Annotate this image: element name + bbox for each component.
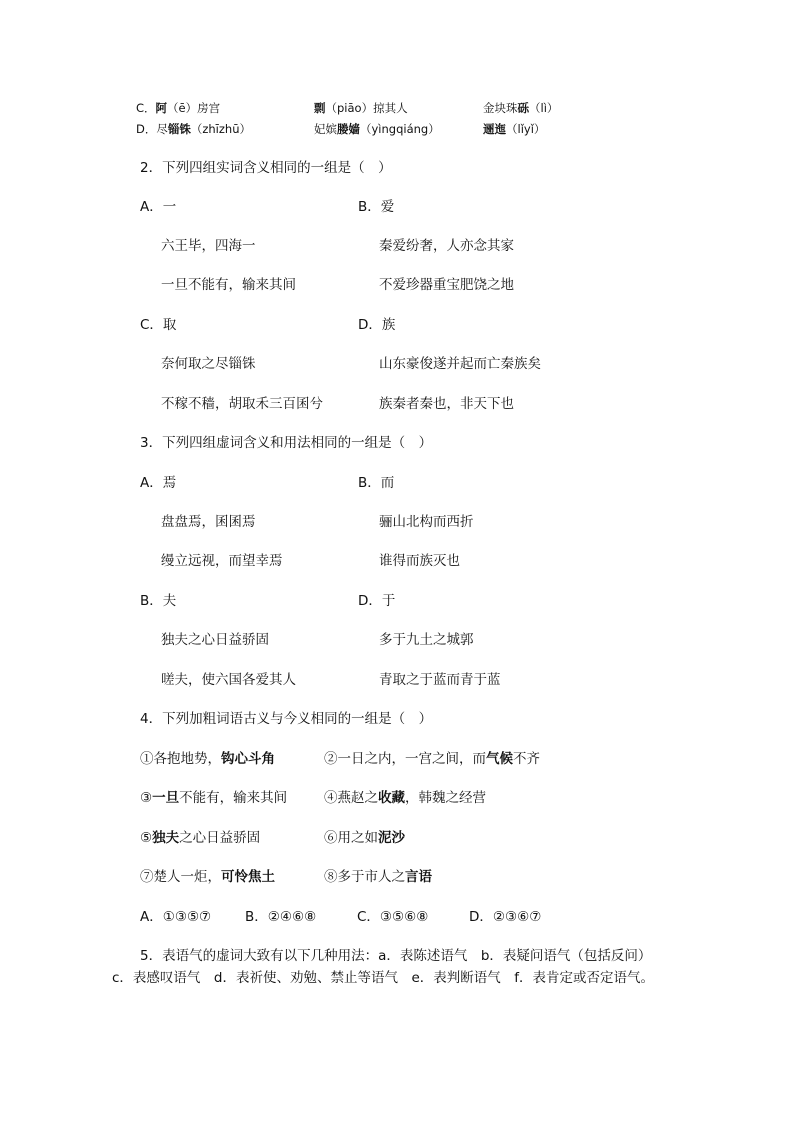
bold-word: 独夫 xyxy=(152,830,180,846)
q4-item-3 xyxy=(140,789,287,807)
item-text: ，韩魏之经营 xyxy=(405,790,486,806)
q4-option-b: B．②④⑥⑧ xyxy=(245,909,317,925)
option-letter: D． xyxy=(136,122,157,136)
q3-d-sentence-2: 青取之于蓝而青于蓝 xyxy=(379,672,501,688)
q3-option-c-label: B．夫 xyxy=(140,593,177,609)
q2-option-c-label: C．取 xyxy=(140,317,177,333)
q3-a-sentence-1: 盘盘焉，囷囷焉 xyxy=(161,514,256,530)
bold-word: 钩心斗角 xyxy=(221,751,275,767)
q2-d-sentence-1: 山东豪俊遂并起而亡秦族矣 xyxy=(379,356,541,372)
q3-c-sentence-2: 嗟夫，使六国各爱其人 xyxy=(161,672,296,688)
q3-a-sentence-2: 缦立远视，而望幸焉 xyxy=(161,553,283,569)
word-text: 金块珠 xyxy=(483,101,518,115)
q2-c-sentence-1: 奈何取之尽锱铢 xyxy=(161,356,256,372)
item-text: ④燕赵之 xyxy=(324,790,378,806)
q2-option-a-label: A．一 xyxy=(140,199,177,215)
q3-option-d-label: D．于 xyxy=(358,593,396,609)
q3-d-sentence-1: 多于九土之城郭 xyxy=(379,632,474,648)
q4-item-8 xyxy=(324,868,432,886)
word-text: 妃嫔 xyxy=(314,122,337,136)
word-text: 尽 xyxy=(156,122,168,136)
item-text: ②一日之内，一宫之间，而 xyxy=(324,751,486,767)
pinyin-note: （lì） xyxy=(529,101,559,115)
option-row-c-b xyxy=(314,99,408,117)
item-text: ③ xyxy=(140,790,153,806)
q2-d-sentence-2: 族秦者秦也，非天下也 xyxy=(379,396,514,412)
question-4-stem: 4．下列加粗词语古义与今义相同的一组是（ ） xyxy=(140,711,433,727)
q2-option-d-label: D．族 xyxy=(358,317,396,333)
q3-b-sentence-1: 骊山北构而西折 xyxy=(379,514,474,530)
item-text: ⑥用之如 xyxy=(324,830,378,846)
option-row-c-c xyxy=(483,99,558,117)
item-text: ①各抱地势， xyxy=(140,751,221,767)
q2-a-sentence-1: 六王毕，四海一 xyxy=(161,238,256,254)
q4-option-a: A．①③⑤⑦ xyxy=(140,909,212,925)
bold-word: 一旦 xyxy=(152,790,180,806)
item-text: ⑧多于市人之 xyxy=(324,869,405,885)
bold-word: 气候 xyxy=(486,751,513,767)
option-row-d xyxy=(136,120,251,138)
q3-option-b-label: B．而 xyxy=(358,475,395,491)
item-text: 之心日益骄固 xyxy=(179,830,261,846)
option-letter: C． xyxy=(136,101,156,115)
option-row-c xyxy=(136,99,220,117)
bold-word: 泥沙 xyxy=(378,830,405,846)
q4-item-4 xyxy=(324,789,486,807)
pinyin-note: （yìngqiáng） xyxy=(360,122,440,136)
q4-item-2 xyxy=(324,750,540,768)
bold-word: 可怜焦土 xyxy=(221,869,275,885)
question-2-stem: 2．下列四组实词含义相同的一组是（ ） xyxy=(140,160,392,176)
q4-item-6 xyxy=(324,829,405,847)
q2-b-sentence-2: 不爱珍器重宝肥饶之地 xyxy=(379,277,514,293)
bold-word: 锱铢 xyxy=(167,122,191,136)
question-5-line-2: c．表感叹语气 d．表祈使、劝勉、禁止等语气 e．表判断语气 f．表肯定或否定语气。 xyxy=(112,970,655,986)
q3-option-a-label: A．焉 xyxy=(140,475,177,491)
q2-c-sentence-2: 不稼不穑，胡取禾三百囷兮 xyxy=(161,396,323,412)
q4-item-7 xyxy=(140,868,275,886)
q4-item-1 xyxy=(140,750,275,768)
option-row-d-c xyxy=(483,120,545,138)
q4-item-5 xyxy=(140,829,260,847)
bold-word: 收藏 xyxy=(378,790,405,806)
question-3-stem: 3．下列四组虚词含义和用法相同的一组是（ ） xyxy=(140,435,433,451)
q2-a-sentence-2: 一旦不能有，输来其间 xyxy=(161,277,296,293)
pinyin-note: （lǐyǐ） xyxy=(506,122,546,136)
bold-word: 剽 xyxy=(314,101,326,115)
q4-option-d: D．②③⑥⑦ xyxy=(469,909,542,925)
bold-word: 言语 xyxy=(405,869,432,885)
q2-option-b-label: B．爱 xyxy=(358,199,395,215)
item-text: 不齐 xyxy=(513,751,540,767)
q2-b-sentence-1: 秦爱纷奢，人亦念其家 xyxy=(379,238,514,254)
q3-c-sentence-1: 独夫之心日益骄固 xyxy=(161,632,269,648)
q4-option-c: C．③⑤⑥⑧ xyxy=(357,909,429,925)
question-5-line-1: 5．表语气的虚词大致有以下几种用法：a．表陈述语气 b．表疑问语气（包括反问） xyxy=(140,948,652,964)
pinyin-note: （ē）房宫 xyxy=(167,101,221,115)
item-text: ⑦楚人一炬， xyxy=(140,869,221,885)
item-text: ⑤ xyxy=(140,830,153,846)
item-text: 不能有，输来其间 xyxy=(179,790,288,806)
q3-b-sentence-2: 谁得而族灭也 xyxy=(379,553,460,569)
bold-word: 逦迤 xyxy=(483,122,506,136)
pinyin-note: （zhīzhū） xyxy=(190,122,251,136)
option-row-d-b xyxy=(314,120,440,138)
pinyin-note: （piāo）掠其人 xyxy=(325,101,408,115)
bold-word: 阿 xyxy=(155,101,168,115)
bold-word: 砾 xyxy=(517,101,529,115)
bold-word: 媵嫱 xyxy=(337,122,360,136)
